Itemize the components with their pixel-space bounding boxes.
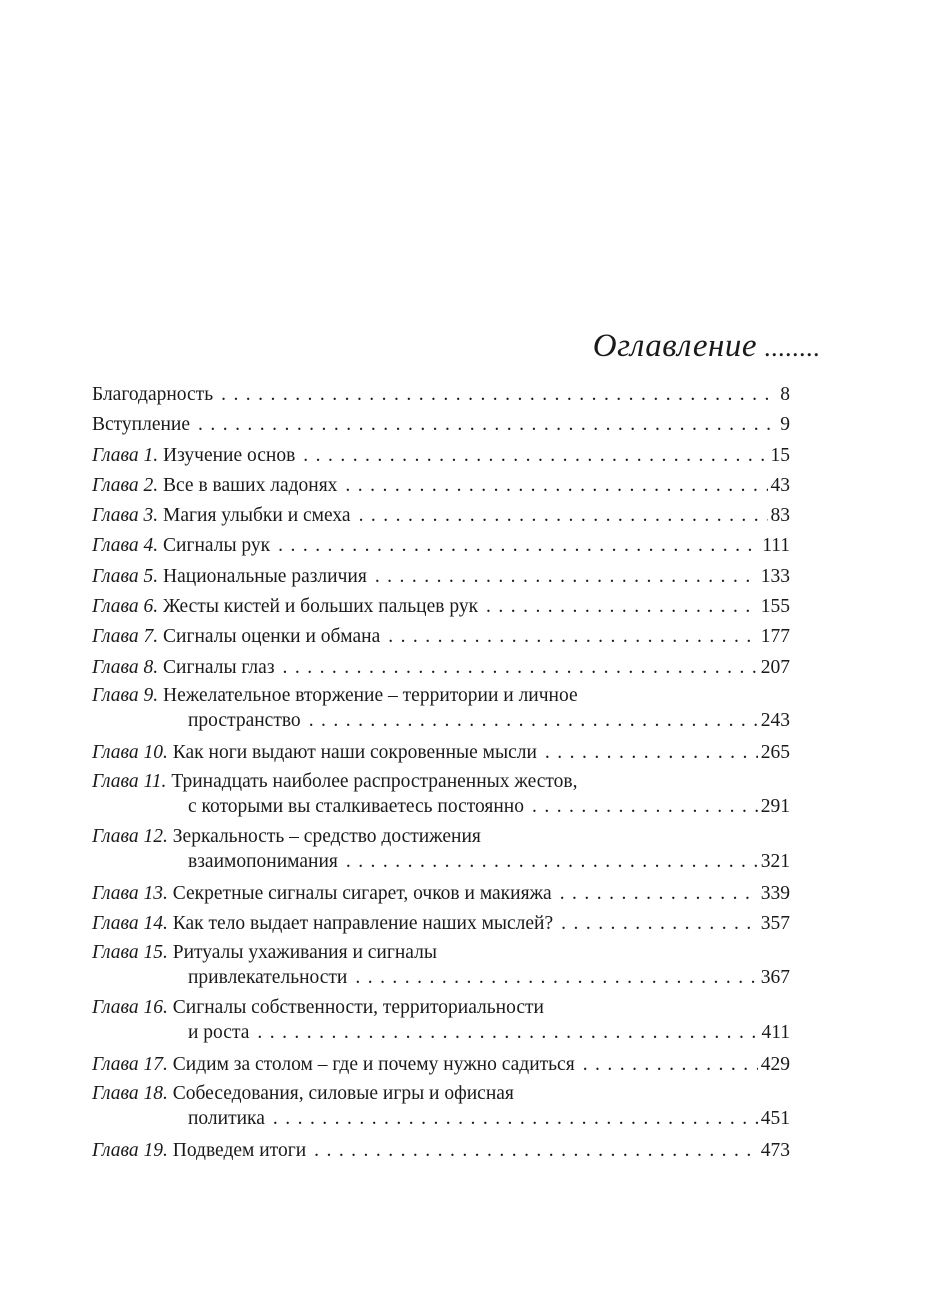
toc-entry[interactable] (92, 622, 790, 652)
toc-entry[interactable] (92, 1136, 790, 1166)
toc-entry-line (92, 622, 790, 652)
entry-title: Собеседования, силовые игры и офисная (172, 1082, 514, 1104)
toc-entry-line (92, 653, 790, 683)
chapter-label: Глава 3. (92, 505, 159, 527)
toc-entry-line (92, 441, 790, 471)
dot-leader (278, 531, 759, 561)
chapter-label: Глава 6. (92, 596, 159, 618)
entry-title: пространство (188, 709, 301, 731)
toc-entry-line (92, 410, 790, 440)
toc-entry-line (92, 824, 790, 849)
page-number: 429 (760, 1054, 790, 1076)
entry-title: Зеркальность – средство достижения (172, 825, 481, 847)
toc-entry-line (92, 965, 790, 995)
toc-entry-line (92, 1050, 790, 1080)
dot-leader (309, 708, 758, 733)
toc-entry[interactable] (92, 738, 790, 768)
toc-entry[interactable] (92, 995, 790, 1050)
entry-title: и роста (188, 1022, 250, 1044)
dot-leader (198, 410, 777, 440)
dot-leader (560, 879, 758, 909)
entry-title: Изучение основ (163, 444, 296, 466)
page-number: 133 (760, 565, 790, 587)
toc-entry[interactable] (92, 441, 790, 471)
entry-title: Сигналы собственности, территориальности (172, 997, 544, 1019)
toc-entry-line (92, 879, 790, 909)
toc-entry-line (92, 1106, 790, 1136)
toc-title (593, 328, 820, 365)
entry-title: Как ноги выдают наши сокровенные мысли (172, 742, 537, 764)
page-number: 357 (760, 913, 790, 935)
page-number: 473 (760, 1139, 790, 1161)
dot-leader (303, 441, 767, 471)
entry-title: Нежелательное вторжение – территории и личное (163, 684, 578, 706)
page-number: 265 (760, 742, 790, 764)
toc-entry-line (92, 940, 790, 965)
dot-leader (545, 738, 758, 768)
page-number: 339 (760, 883, 790, 905)
page-number: 451 (760, 1107, 790, 1129)
toc-entry[interactable] (92, 380, 790, 410)
toc-entry-line (92, 531, 790, 561)
dot-leader (273, 1106, 758, 1131)
toc-entry-line (92, 1020, 790, 1050)
dot-leader (359, 501, 768, 531)
chapter-label: Глава 12. (92, 825, 168, 847)
entry-title: Жесты кистей и больших пальцев рук (163, 596, 479, 618)
page-number: 321 (760, 850, 790, 872)
chapter-label: Глава 7. (92, 626, 159, 648)
chapter-label: Глава 9. (92, 684, 159, 706)
toc-entry[interactable] (92, 1050, 790, 1080)
dot-leader (257, 1020, 758, 1045)
chapter-label: Глава 2. (92, 474, 159, 496)
toc-entry-line (92, 592, 790, 622)
entry-title: Как тело выдает направление наших мыслей? (172, 913, 554, 935)
page-number: 411 (761, 1022, 790, 1044)
chapter-label: Глава 4. (92, 535, 159, 557)
toc-entry[interactable] (92, 592, 790, 622)
dot-leader (486, 592, 758, 622)
toc-entry[interactable] (92, 471, 790, 501)
entry-title: Сигналы оценки и обмана (163, 626, 381, 648)
toc-entry[interactable] (92, 769, 790, 824)
entry-title: Сигналы рук (163, 535, 271, 557)
toc-entry-line (92, 1081, 790, 1106)
toc-entry[interactable] (92, 1081, 790, 1136)
toc-entry[interactable] (92, 683, 790, 738)
page-number: 8 (780, 384, 790, 405)
toc-entry[interactable] (92, 879, 790, 909)
entry-title: Ритуалы ухаживания и сигналы (172, 941, 437, 963)
entry-title: политика (188, 1107, 265, 1129)
chapter-label: Глава 13. (92, 883, 168, 905)
toc-entry[interactable] (92, 531, 790, 561)
table-of-contents (92, 380, 790, 1166)
toc-entry[interactable] (92, 501, 790, 531)
chapter-label: Глава 17. (92, 1054, 168, 1076)
entry-title: привлекательности (188, 966, 348, 988)
toc-entry[interactable] (92, 940, 790, 995)
dot-leader (283, 653, 758, 683)
toc-entry-line (92, 849, 790, 879)
toc-entry-line (92, 1136, 790, 1166)
page-number: 367 (760, 966, 790, 988)
page-number: 111 (762, 535, 790, 557)
entry-title: Подведем итоги (172, 1139, 307, 1161)
entry-title: Вступление (92, 414, 191, 436)
chapter-label: Глава 11. (92, 770, 167, 792)
dot-leader (388, 622, 758, 652)
chapter-label: Глава 10. (92, 742, 168, 764)
dot-leader (314, 1136, 758, 1166)
entry-title: с которыми вы сталкиваетесь постоянно (188, 795, 524, 817)
toc-entry-line (92, 995, 790, 1020)
entry-title: взаимопонимания (188, 850, 338, 872)
toc-entry[interactable] (92, 653, 790, 683)
page-number: 155 (760, 596, 790, 618)
toc-entry-line (92, 380, 790, 410)
chapter-label: Глава 18. (92, 1082, 168, 1104)
toc-entry[interactable] (92, 824, 790, 879)
toc-entry-line (92, 708, 790, 738)
toc-entry-line (92, 683, 790, 708)
page-number: 9 (780, 414, 790, 436)
toc-title-dots: ........ (757, 333, 820, 362)
chapter-label: Глава 14. (92, 913, 168, 935)
dot-leader (532, 794, 758, 819)
page-number: 15 (770, 444, 790, 466)
page-number: 177 (760, 626, 790, 648)
entry-title: Магия улыбки и смеха (163, 505, 351, 527)
entry-title: Благодарность (92, 384, 214, 405)
entry-title: Тринадцать наиболее распространенных жестов, (171, 770, 578, 792)
toc-entry[interactable] (92, 410, 790, 440)
page-number: 43 (770, 474, 790, 496)
toc-entry-line (92, 501, 790, 531)
toc-entry-line (92, 738, 790, 768)
dot-leader (561, 909, 758, 939)
entry-title: Все в ваших ладонях (163, 474, 338, 496)
page-number: 243 (760, 709, 790, 731)
chapter-label: Глава 19. (92, 1139, 168, 1161)
dot-leader (346, 849, 758, 874)
dot-leader (345, 471, 767, 501)
chapter-label: Глава 16. (92, 997, 168, 1019)
page-number: 207 (760, 656, 790, 678)
toc-entry-line (92, 769, 790, 794)
dot-leader (355, 965, 757, 990)
chapter-label: Глава 8. (92, 656, 159, 678)
dot-leader (583, 1050, 758, 1080)
dot-leader (375, 562, 758, 592)
toc-entry-line (92, 794, 790, 824)
toc-entry-line (92, 471, 790, 501)
toc-entry-line (92, 562, 790, 592)
chapter-label: Глава 15. (92, 941, 168, 963)
toc-entry[interactable] (92, 909, 790, 939)
entry-title: Сидим за столом – где и почему нужно садиться (172, 1054, 575, 1076)
toc-title-text: Оглавление (592, 328, 757, 364)
toc-entry[interactable] (92, 562, 790, 592)
page-number: 291 (760, 795, 790, 817)
entry-title: Национальные различия (163, 565, 367, 587)
chapter-label: Глава 1. (92, 444, 159, 466)
dot-leader (221, 380, 777, 410)
entry-title: Сигналы глаз (163, 656, 275, 678)
toc-entry-line (92, 909, 790, 939)
page-number: 83 (770, 505, 790, 527)
entry-title: Секретные сигналы сигарет, очков и макияжа (172, 883, 552, 905)
chapter-label: Глава 5. (92, 565, 159, 587)
